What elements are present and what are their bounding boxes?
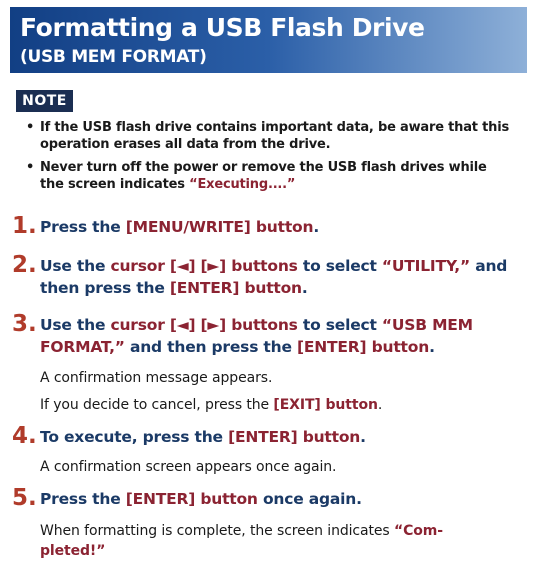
- note-list: [24, 120, 514, 200]
- step-text: once again.: [257, 490, 362, 508]
- step-text: Use the: [40, 257, 111, 275]
- status-message: “Com-pleted!”: [40, 523, 443, 559]
- step-text: to select: [297, 316, 382, 334]
- step-text: .: [429, 338, 435, 356]
- section-header-banner: [10, 7, 527, 73]
- step-text: and then press the: [40, 257, 508, 297]
- button-ref: [ENTER] button: [125, 490, 258, 508]
- step-3-description: A confirmation message appears.: [40, 370, 273, 386]
- step-text: .: [313, 218, 320, 236]
- step-instruction: [40, 314, 522, 358]
- step-4-description: A confirmation screen appears once again.: [40, 459, 337, 475]
- step-instruction: [40, 255, 522, 299]
- page-title: Formatting a USB Flash Drive: [20, 13, 425, 42]
- step-text: Press the: [40, 490, 126, 508]
- step-text: .: [301, 279, 308, 297]
- note-text: Never turn off the power or remove the USB flash drives while the screen indicates: [40, 160, 487, 192]
- step-text: to select: [297, 257, 382, 275]
- page-subtitle: (USB MEM FORMAT): [20, 47, 207, 67]
- step-number: 4.: [12, 423, 37, 449]
- note-item: [24, 160, 514, 193]
- desc-text: When formatting is complete, the screen indicates: [40, 523, 394, 539]
- step-number: 2.: [12, 252, 37, 278]
- menu-ref: “UTILITY,”: [381, 257, 470, 275]
- step-text: Use the: [40, 316, 111, 334]
- step-3-cancel-note: [40, 395, 520, 415]
- button-ref: [ENTER] button: [228, 428, 361, 446]
- step-text: Press the: [40, 218, 126, 236]
- button-ref: cursor [◄] [►] buttons: [110, 316, 298, 334]
- step-number: 3.: [12, 311, 37, 337]
- button-ref: [MENU/WRITE] button: [125, 218, 314, 236]
- note-highlight: “Executing....”: [189, 176, 296, 192]
- desc-text: If you decide to cancel, press the: [40, 397, 274, 413]
- step-text: To execute, press the: [40, 428, 229, 446]
- button-ref: cursor [◄] [►] buttons: [110, 257, 298, 275]
- step-number: 1.: [12, 213, 37, 239]
- button-ref: [EXIT] button: [273, 397, 378, 413]
- step-instruction: [40, 426, 522, 448]
- menu-ref: “USB MEM FORMAT,”: [40, 316, 473, 356]
- note-item: [24, 120, 514, 153]
- bullet-icon: •: [26, 120, 35, 135]
- step-instruction: [40, 216, 522, 238]
- step-text: and then press the: [124, 338, 297, 356]
- step-instruction: [40, 488, 522, 510]
- note-text: If the USB flash drive contains important data, be aware that this operation erases all data from the drive.: [40, 120, 509, 152]
- step-text: .: [360, 428, 366, 446]
- button-ref: [ENTER] button: [169, 279, 302, 297]
- step-number: 5.: [12, 485, 37, 511]
- button-ref: [ENTER] button: [297, 338, 430, 356]
- bullet-icon: •: [26, 160, 35, 175]
- note-badge: NOTE: [16, 90, 73, 112]
- step-5-description: [40, 521, 480, 561]
- desc-text: .: [377, 397, 383, 413]
